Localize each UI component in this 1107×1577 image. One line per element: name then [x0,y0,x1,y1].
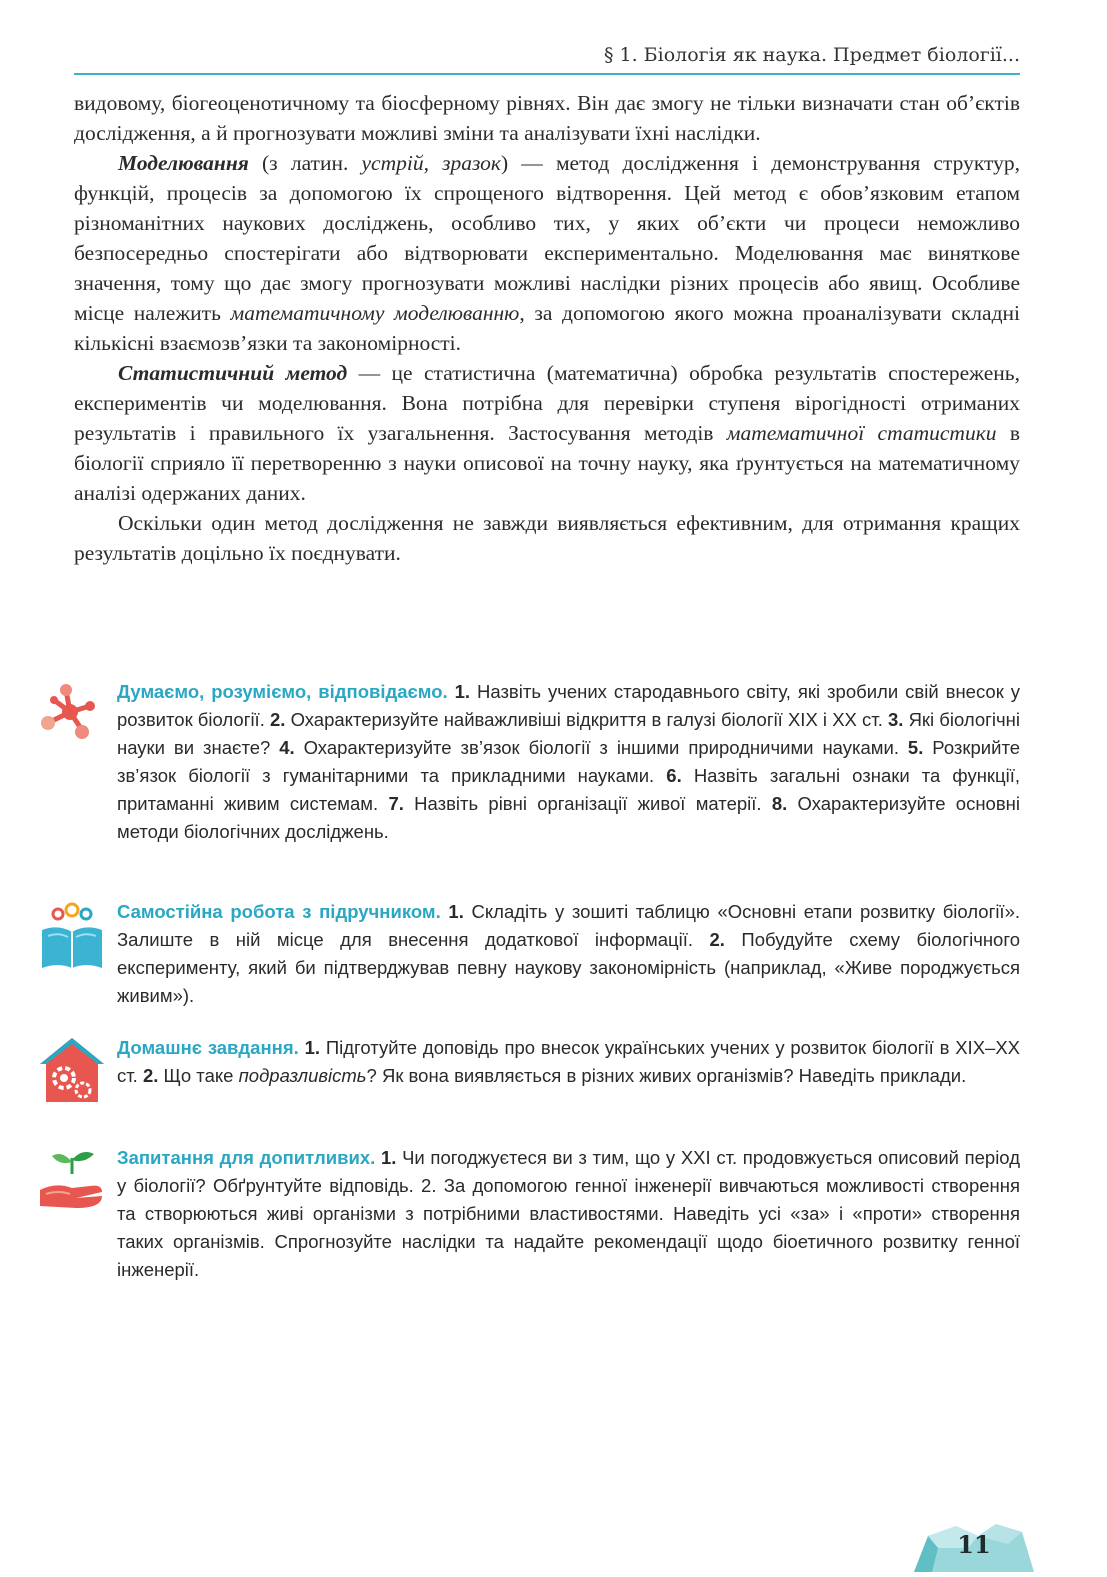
page-number: 11 [957,1530,991,1559]
paragraph-modeling: Моделювання (з латин. устрій, зразок) — метод дослідження і демонстрування структур, функцій, процесів за допомогою їх спрощеного відтворення. Цей метод є обов’язковим етапом різноманітних наукових досліджень, особливо тих, у яких об’єкти чи процеси неможливо безпосередньо спостерігати або відтворювати експериментально. Моделювання має виняткове значення, тому що дає змогу прогнозувати можливі наслідки різних процесів або явищ. Особливе місце належить математичному моделюванню, за допомогою якого можна проаналізувати складні кількісні взаємозв’язки та закономірності. [74,151,1021,355]
paragraph-statistical: Статистичний метод — це статистична (математична) обробка результатів спостережень, експериментів чи моделювання. Вона потрібна для перевірки ступеня вірогідності отриманих результатів і правильного їх узагальнення. Застосування методів математичної статистики в біології сприяло її перетворенню з науки описової на точну науку, яка ґрунтується на математичному аналізі одержаних даних. [74,361,1020,505]
task-think-title: Думаємо, розуміємо, відповідаємо. [117,681,448,702]
paragraph-conclusion: Оскільки один метод дослідження не завжди виявляється ефективним, для отримання кращих результатів доцільно їх поєднувати. [74,511,1020,565]
open-book-gears-icon [36,898,108,970]
task-curious [36,1144,1020,1294]
running-header: § 1. Біологія як наука. Предмет біології... [603,44,1020,66]
task-curious-text: Запитання для допитливих. 1. Чи погоджуєтеся ви з тим, що у XXI ст. продовжується описовий період у біології? Обґрунтуйте відповідь. 2. За допомогою генної інженерії вивчаються можливості створення та створюються живі організми з потрібними властивостями. Наведіть усі «за» і «проти» створення таких організмів. Спрогнозуйте наслідки та надайте рекомендації щодо біоетичного розвитку генної інженерії. [117,1147,1020,1280]
emphasis-math-statistics: математичної статистики [726,421,997,445]
task-homework [36,1034,1020,1124]
main-text [74,88,1020,568]
hand-sprout-icon [36,1144,108,1216]
term-statistical: Статистичний метод [118,361,348,385]
paragraph-1: видовому, біогеоценотичному та біосферному рівнях. Він дає змогу не тільки визначати стан об’єктів дослідження, а й прогнозувати можливі зміни та аналізувати їхні наслідки. [74,91,1020,145]
house-gears-icon [36,1034,108,1106]
molecule-icon [36,678,108,750]
emphasis-math-modeling: математичному моделюванню [230,301,520,325]
task-think-text: Думаємо, розуміємо, відповідаємо. 1. Назвіть учених стародавнього світу, які зробили свій внесок у розвиток біології. 2. Охарактеризуйте найважливіші відкриття в галузі біології XIX і XX ст. 3. Які біологічні науки ви знаєте? 4. Охарактеризуйте зв’язок біології з іншими природничими науками. 5. Розкрийте зв’язок біології з гуманітарними та прикладними науками. 6. Назвіть загальні ознаки та функції, притаманні живим системам. 7. Назвіть рівні організації живої матерії. 8. Охарактеризуйте основні методи біологічних досліджень. [117,681,1020,842]
task-homework-title: Домашнє завдання. [117,1037,299,1058]
term-modeling: Моделювання [118,151,249,175]
task-curious-title: Запитання для допитливих. [117,1147,376,1168]
task-homework-text: Домашнє завдання. 1. Підготуйте доповідь про внесок українських учених у розвиток біології в XIX–XX ст. 2. Що таке подразливість? Як вона виявляється в різних живих організмів? Наведіть приклади. [117,1037,1020,1086]
latin-translation: устрій, зразок [361,151,501,175]
header-divider [74,73,1020,75]
task-self-work [36,898,1020,1018]
task-self-work-text: Самостійна робота з підручником. 1. Складіть у зошиті таблицю «Основні етапи розвитку біології». Залиште в ній місце для внесення додаткової інформації. 2. Побудуйте схему біологічного експерименту, який би підтверджував певну наукову закономірність (наприклад, «Живе породжується живим»). [117,901,1021,1006]
task-think [36,678,1020,878]
task-self-work-title: Самостійна робота з підручником. [117,901,441,922]
